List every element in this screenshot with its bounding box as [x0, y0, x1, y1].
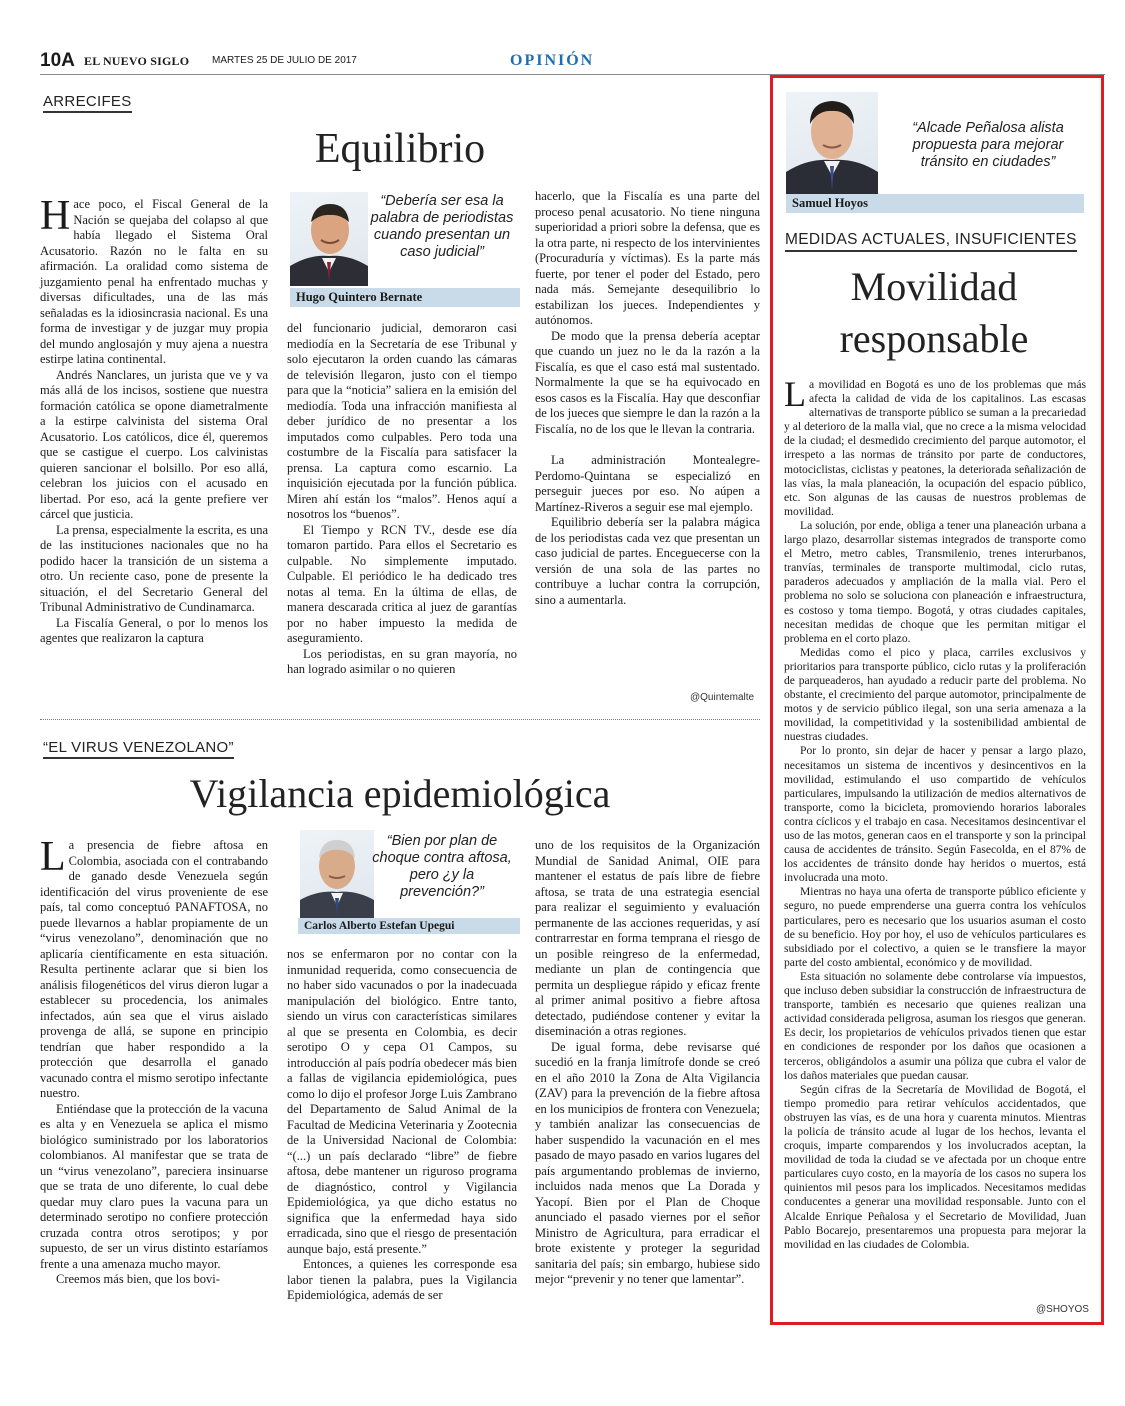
article1-column-1 — [40, 193, 268, 647]
article1-paragraph: hacerlo, que la Fiscalía es una parte del proceso penal acusatorio. No tiene ninguna superioridad a priori sobre la defensa, que es la otra parte, ni respecto de los intervinientes (Procuraduría y víctimas). Es la parte más fuerte, por tener el poder del Estado, pero nada más. Semejante desequilibrio lo estabilizan los jueces. Independientes y autónomos. — [535, 189, 760, 327]
article2-paragraph: Entonces, a quienes les corresponde esa labor tienen la palabra, pues la Vigilancia Epidemiológica, además de ser — [287, 1257, 517, 1302]
article2-quote: “Bien por plan de choque contra aftosa, pero ¿y la prevención?” — [372, 833, 512, 900]
article2-paragraph: Creemos más bien, que los bovi- — [56, 1272, 220, 1286]
article1-paragraph: Andrés Nanclares, un jurista que ve y va más allá de los incisos, sostiene que nuestra formación católica se opone diametralmente a la estirpe calvinista del sistema Oral Acusatorio. Los católicos, dice él, queremos que se castigue el cuerpo. Los calvinistas quieren sancionar el bolsillo. Por eso allá, celebran los juicios con el acusado en libertad. Por eso, acá la gente prefiere ver cárcel que justicia. — [40, 367, 268, 521]
article3-headline — [782, 261, 1086, 365]
article2-headline: Vigilancia epidemiológica — [189, 771, 611, 816]
newspaper-name: EL NUEVO SIGLO — [84, 54, 190, 68]
article2-column-3 — [535, 838, 760, 1288]
article3-quote: “Alcade Peñalosa alista propuesta para mejorar tránsito en ciudades” — [912, 120, 1064, 170]
article1-byline: Hugo Quintero Bernate — [290, 288, 520, 307]
page-header — [40, 50, 1105, 78]
article3-byline: Samuel Hoyos — [786, 194, 1084, 213]
article3-paragraph: Según cifras de la Secretaría de Movilidad de Bogotá, el tiempo promedio para retirar vehículos accidentados, que obstruyen las vías, es de una hora y cuarenta minutos. Mientras la policía de tránsito acude al lugar de los hechos, levanta el croquis, imparte comparendos y los involucrados aceptan, la movilidad de toda la ciudad se ve afectada por un choque entre particulares cuyo costo, en la mayoría de los casos no supera los quinientos mil pesos para los implicados. Necesitamos medidas conducentes a generar una movilidad responsable. Junto con el Alcalde Enrique Peñalosa y el Secretario de Movilidad, Juan Pablo Bocarejo, presentaremos una propuesta para mejorar la movilidad en las ciudades de Colombia. — [784, 1082, 1086, 1251]
article3-body — [784, 374, 1086, 1252]
article2-paragraph: De igual forma, debe revisarse qué sucedió en la franja limítrofe donde se creó en el año 2010 la Zona de Alta Vigilancia (ZAV) para la prevención de la fiebre aftosa en los municipios de frontera con Venezuela; y también analizar las consecuencias de haber suspendido la vacunación en el mes pasado de mayo pasado en varios lugares del país argumentando problemas de invierno, incluidos nada menos que La Dorada y Yacopí. Bien por el Plan de Choque anunciado el pasado viernes por el señor Ministro de Agricultura, para erradicar el brote existente y proteger la seguridad sanitaria del país; sin embargo, hubiese sido mejor “prevenir y no tener que lamentar”. — [535, 1039, 760, 1286]
article1-handle: @Quintemalte — [690, 692, 755, 703]
article3-headline-line1: Movilidad — [850, 264, 1018, 309]
article1-kicker: ARRECIFES — [43, 93, 132, 113]
article1-dropcap: H — [40, 193, 71, 239]
article2-paragraph: Entiéndase que la protección de la vacuna es alta y en Venezuela se aplica el mismo biológico suministrado por los laboratorios colombianos. Al manifestar que se trata de un “virus venezolano”, pareciera insinuarse que se trata de uno diferente, lo cual debe quedar muy claro pues la vacuna para un determinado serotipo no confiere protección cruzada contra otros serotipos; y por supuesto, de ser un virus distinto estaríamos frente a una amenaza mucho mayor. — [40, 1101, 268, 1271]
author-photo-estefan — [300, 830, 374, 918]
section-name: OPINIÓN — [510, 52, 595, 69]
article2-paragraph: nos se enfermaron por no contar con la inmunidad requerida, como consecuencia de no haber sido vacunados o por la inadecuada manipulación del biológico. Entre tanto, siendo un virus con características similares al que se presenta en Colombia, es decir serotipo O y cepa O1 Campos, su introducción al país podría obedecer más bien a fallas de vigilancia epidemiológica, pues como lo dijo el profesor Jorge Luis Zambrano del Departamento de Salud Animal de la Facultad de Medicina Veterinaria y Zootecnia de la Universidad Nacional de Colombia: “(...) un país declarado “libre” de fiebre aftosa, debe mantener un riguroso programa de diagnóstico, control y Vigilancia Epidemiológica, ya que dicho estatus no significa que la enfermedad haya sido erradicada, sino que el riesgo de presentación aunque bajo, está presente.” — [287, 947, 517, 1256]
article3-dropcap: L — [784, 374, 806, 414]
author-photo-quintero — [290, 192, 368, 286]
article3-paragraph: La movilidad en Bogotá es uno de los problemas que más afecta la calidad de vida de los capitalinos. Las escasas alternativas de transporte público se suman a la precariedad y al deterioro de la malla vial, que no crece a la misma velocidad de la ciudad; el desmedido crecimiento del parque automotor, el irrespeto a las normas de tránsito por parte de conductores, motociclistas, ciclistas y peatones, la deteriorada señalización de las vías, la mala planeación, la ocupación del espacio público, etc. Son algunas de las causas de nuestros problemas de movilidad. — [784, 374, 1086, 518]
article2-dropcap: L — [40, 834, 66, 880]
article1-paragraph: Los periodistas, en su gran mayoría, no han logrado asimilar o no quieren — [287, 646, 517, 676]
article3-headline-line2: responsable — [839, 316, 1029, 361]
article1-quote: “Debería ser esa la palabra de periodistas cuando presentan un caso judicial” — [370, 193, 514, 260]
article2-paragraph: uno de los requisitos de la Organización Mundial de Sanidad Animal, OIE para mantener el estatus de país libre de fiebre aftosa, se trata de una estrategia esencial para realizar el seguimiento y evaluación permanente de las acciones requeridas, y así contrarrestar en forma temprana el riesgo de un posible reingreso de la enfermedad, mediante un plan de contingencia que permita un despliegue rápido y eficaz frente al primer animal positivo a fiebre aftosa detectado, pudiéndose contener y evitar la diseminación a otras regiones. — [535, 838, 760, 1038]
issue-date: MARTES 25 DE JULIO DE 2017 — [212, 55, 357, 66]
article2-byline: Carlos Alberto Estefan Upegui — [298, 918, 520, 934]
article3-paragraph: La solución, por ende, obliga a tener una planeación urbana a largo plazo, desarrollar sistemas integrados de transporte como el Metro, metro cables, Transmilenio, trenes interurbanos, tranvías, terminales de transporte multimodal, ciclo rutas, paraderos adecuados y ampliación de la malla vial. Pero el problema no solo se soluciona con planeación e infraestructura, es costoso y toma tiempo. Bogotá, y otras ciudades capitales, necesitan medidas de choque que les permitan mitigar el problema en el corto plazo. — [784, 518, 1086, 645]
article1-paragraph: La prensa, especialmente la escrita, es una de las instituciones nacionales que no ha podido hacer la transición de un sistema a otro. Un reciente caso, pone de presente la situación, el del Secretario General del Tribunal Administrativo de Cundinamarca. — [40, 522, 268, 614]
article1-paragraph: De modo que la prensa debería aceptar que cuando un juez no le da la razón a la Fiscalía, es que el caso está mal sustentado. Normalmente la que se ha equivocado en esos casos es la Fiscalía. Hay que desconfiar de los jueces que siempre le dan la razón a la Fiscalía, no de los que le llevan la contraria. — [535, 328, 760, 436]
author-photo-hoyos — [786, 92, 878, 194]
article3-paragraph: Mientras no haya una oferta de transporte público eficiente y seguro, no puede emprenderse una guerra contra los vehículos particulares, pero es necesario que los usuarios asuman el costo de su beneficio. Hoy por hoy, el uso de vehículos particulares es subsidiado por el colectivo, a quien se le transfiere la mayor parte del costo ambiental, económico y de movilidad. — [784, 885, 1086, 969]
article1-column-3 — [535, 189, 760, 608]
article1-paragraph: La Fiscalía General, o por lo menos los agentes que realizaron la captura — [40, 615, 268, 645]
article1-column-2 — [287, 321, 517, 678]
article3-paragraph: Por lo pronto, sin dejar de hacer y pensar a largo plazo, necesitamos un sistema de incentivos y desincentivos en la movilidad, estimulando el uso compartido de vehículos particulares, impulsando la utilización de medios alternativos de transporte, como la bicicleta, promoviendo horarios laborales contra cíclicos y el trabajo en casa. Necesitamos desincentivar el uso de las motos, generan caos en el transporte y son la principal causa de accidentes de tránsito. Según Fasecolda, en el 87% de los accidentes de tránsito donde hay heridos o muertos, está involucrada una moto. — [784, 744, 1086, 885]
article1-paragraph: La administración Montealegre-Perdomo-Quintana se especializó en perseguir jueces por eso. No aúpen a Martínez-Riveros a seguir ese mal ejemplo. — [535, 453, 760, 514]
article1-headline: Equilibrio — [314, 126, 486, 172]
article1-paragraph: El Tiempo y RCN TV., desde ese día tomaron partido. Para ellos el Secretario es culpable. No simplemente imputado. Culpable. El periódico le ha dedicado tres notas al tema. En la última de ellas, de manera descarada critica al juez de garantías por no haber impuesto la medida de aseguramiento. — [287, 522, 517, 645]
article3-handle: @SHOYOS — [1036, 1304, 1089, 1315]
article-separator — [40, 719, 760, 720]
article1-paragraph: del funcionario judicial, demoraron casi mediodía en la Secretaría de ese Tribunal y solo ejecutaron la orden cuando las cámaras de televisión llegaron, justo con el tiempo para que la “noticia” saliera en la emisión del mediodía. Toda una infracción manifiesta al deber jurídico de no presentar a los imputados como culpables. Pero toda una costumbre de la Fiscalía para satisfacer la prensa. La captura como escarnio. La inquisición ejecutada por la función pública. Miren ahí están los “malos”. Henos aquí a nosotros los “buenos”. — [287, 321, 517, 521]
article3-paragraph: Medidas como el pico y placa, carriles exclusivos y prioritarios para transporte público, ciclo rutas y la proliferación de parqueaderos, han ayudado a reducir parte del problema. No obstante, el crecimiento del parque automotor, principalmente de motos y de servicio público ilegal, son una seria amenaza a la movilidad, la competitividad y la sostenibilidad ambiental de nuestras ciudades. — [784, 645, 1086, 744]
article1-paragraph: Equilibrio debería ser la palabra mágica de los periodistas cada vez que presentan un caso judicial de partes. Enceguecerse con la versión de una sola de las partes no contribuye a luchar contra la corrupción, sino a aumentarla. — [535, 515, 760, 607]
article3-paragraph: Esta situación no solamente debe controlarse vía impuestos, que incluso deben subsidiar la construcción de infraestructura de transporte, también es necesario que quienes realizan una actividad considerada peligrosa, asuman los riesgos que generan. Es decir, los propietarios de vehículos privados tienen que estar en condiciones de responder por los daños que ocasionen a terceros, obligándolos a asumir una póliza que cubra el valor de los daños materiales que puedan causar. — [784, 969, 1086, 1082]
article1-paragraph: Hace poco, el Fiscal General de la Nación se quejaba del colapso al que había llegado el Sistema Oral Acusatorio. Razón no le falta en su afirmación. La oralidad como sistema de juzgamiento penal ha enfrentado muchas y diversas dificultades, una de las más señaladas es la idiosincrasia nacional. Es una forma de investigar y de juzgar muy propia del mundo anglosajón y muy ajena a nuestra estirpe latina continental. — [40, 193, 268, 366]
article3-kicker: MEDIDAS ACTUALES, INSUFICIENTES — [785, 231, 1077, 252]
article2-column-2 — [287, 947, 517, 1304]
article2-column-1 — [40, 834, 268, 1288]
article2-paragraph: La presencia de fiebre aftosa en Colombia, asociada con el contrabando de ganado desde Venezuela según identificación del virus proveniente de ese país, tal como conceptuó PANAFTOSA, no puede llevarnos a hablar propiamente de un “virus venezolano”, denominación que no aplicaría científicamente en esta situación. Resulta pertinente aclarar que si bien los análisis filogenéticos del virus dieron lugar a establecer su procedencia, los animales infectados, aún sea que el virus aislado provenga de allá, se supone en principio tendrían que haber respondido a la protección que desarrolla el ganado vacunado contra el mismo serotipo infectante nuestro. — [40, 834, 268, 1100]
page-number: 10A — [40, 50, 75, 71]
article2-kicker: “EL VIRUS VENEZOLANO” — [43, 739, 234, 759]
